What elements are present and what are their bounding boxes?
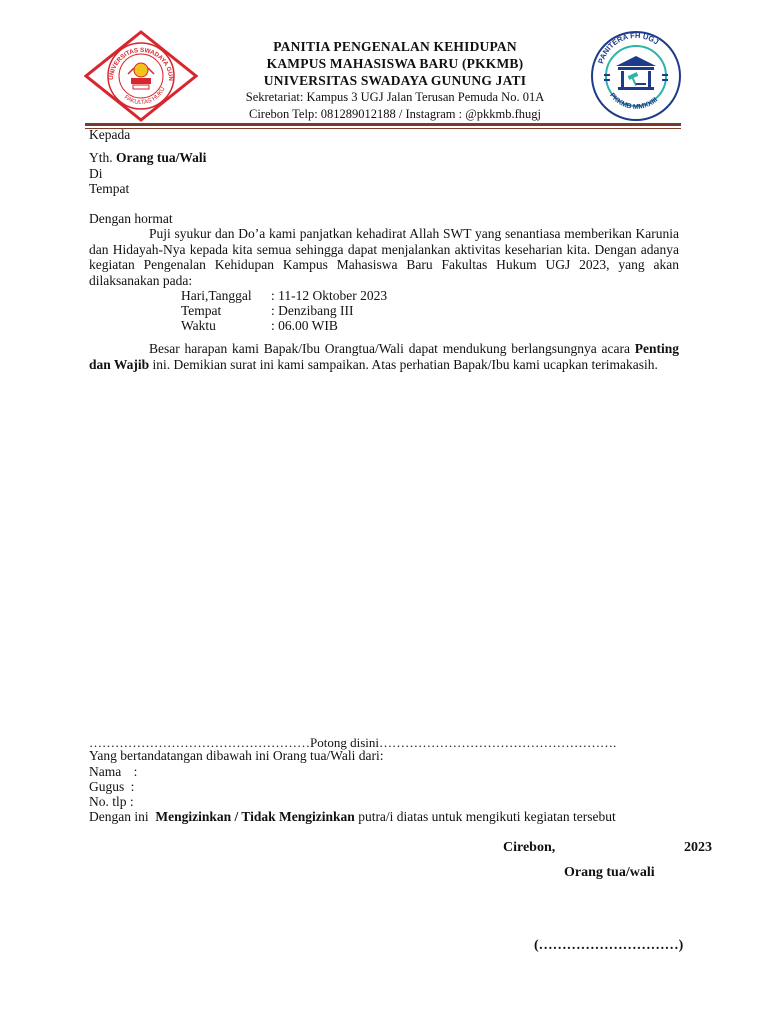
seal-bottom-text: FAKULTAS HUKU — [122, 86, 167, 107]
field-phone-sep: : — [126, 794, 134, 809]
greeting: Dengan hormat — [89, 211, 173, 226]
cut-label: Potong disini — [310, 735, 379, 750]
detail-place-value: : Denzibang III — [271, 303, 354, 318]
recipient-di: Di — [89, 166, 103, 181]
detail-date-value: : 11-12 Oktober 2023 — [271, 288, 388, 303]
recipient-kepada: Kepada — [89, 127, 131, 142]
letterhead-rule-thick — [85, 123, 681, 126]
detail-place-label: Tempat — [181, 303, 222, 318]
consent-choice: Mengizinkan / Tidak Mengizinkan — [155, 809, 355, 824]
field-group-label: Gugus — [89, 779, 125, 794]
panitera-bottom-text: PKKMB MMXXIII — [608, 92, 660, 111]
reply-field-group — [89, 779, 134, 795]
university-seal-icon — [84, 30, 198, 122]
yth-name: Orang tua/Wali — [116, 150, 207, 165]
letterhead — [205, 38, 585, 123]
para2-text-b: ini. Demikian surat ini kami sampaikan. Atas perhatian Bapak/Ibu kami ucapkan terimakasih. — [152, 356, 658, 372]
header-contact: Cirebon Telp: 081289012188 / Instagram : @pkkmb.fhugj — [249, 107, 541, 121]
detail-time-value: : 06.00 WIB — [271, 318, 338, 333]
field-phone-label: No. tlp — [89, 794, 127, 809]
detail-date — [181, 288, 387, 304]
panitera-top-text: PANITERA FH UGJ — [596, 30, 661, 65]
para2-emphasis: Penting dan Wajib — [89, 341, 679, 372]
signature-name-placeholder: (…………………………) — [534, 938, 684, 953]
body-paragraph-2 — [89, 341, 679, 372]
detail-time-label: Waktu — [181, 318, 216, 333]
recipient-yth — [89, 150, 206, 166]
detail-place — [181, 303, 353, 319]
consent-prefix: Dengan ini — [89, 809, 149, 824]
consent-suffix: putra/i diatas untuk mengikuti kegiatan tersebut — [358, 809, 616, 824]
seal-top-text: UNIVERSITAS SWADAYA GUN — [107, 46, 175, 82]
university-seal-logo — [84, 30, 198, 122]
consent-statement — [89, 809, 616, 825]
para2-text-a: Besar harapan kami Bapak/Ibu Orangtua/Wali dapat mendukung berlangsungnya acara — [149, 341, 630, 356]
signature-year: 2023 — [684, 840, 712, 855]
recipient-place: Tempat — [89, 181, 130, 196]
detail-time — [181, 318, 338, 334]
detail-date-label: Hari,Tanggal — [181, 288, 252, 303]
field-name-sep: : — [130, 764, 138, 779]
panitera-logo — [586, 30, 686, 122]
letterhead-rule-thin — [85, 128, 681, 129]
signature-city: Cirebon, — [503, 840, 556, 855]
signature-role: Orang tua/wali — [564, 865, 655, 880]
body-paragraph-1: Puji syukur dan Do’a kami panjatkan kehadirat Allah SWT yang senantiasa memberikan Karunia dan Hidayah-Nya kepada kita semua sehingga dapat menjalankan aktivitas keseharian kita. Dengan adanya kegiatan Pengenalan Kehidupan Kampus Mahasiswa Baru Fakultas Hukum UGJ 2023, yang akan dilaksanakan pada: — [89, 226, 679, 288]
header-committee: PANITIA PENGENALAN KEHIDUPAN — [273, 39, 517, 54]
cut-dots-right: ………………………………………………. — [379, 735, 617, 750]
header-university: UNIVERSITAS SWADAYA GUNUNG JATI — [263, 73, 527, 88]
reply-intro: Yang bertandatangan dibawah ini Orang tua/Wali dari: — [89, 748, 384, 763]
field-name-label: Nama — [89, 764, 122, 779]
reply-field-phone — [89, 794, 134, 810]
header-address: Sekretariat: Kampus 3 UGJ Jalan Terusan Pemuda No. 01A — [245, 90, 545, 104]
reply-field-name — [89, 764, 137, 780]
yth-prefix: Yth. — [89, 150, 113, 165]
courthouse-gavel-icon — [586, 30, 686, 122]
field-group-sep: : — [127, 779, 135, 794]
cut-dots-left: …………………………………………… — [89, 735, 310, 750]
header-program: KAMPUS MAHASISWA BARU (PKKMB) — [266, 56, 524, 71]
